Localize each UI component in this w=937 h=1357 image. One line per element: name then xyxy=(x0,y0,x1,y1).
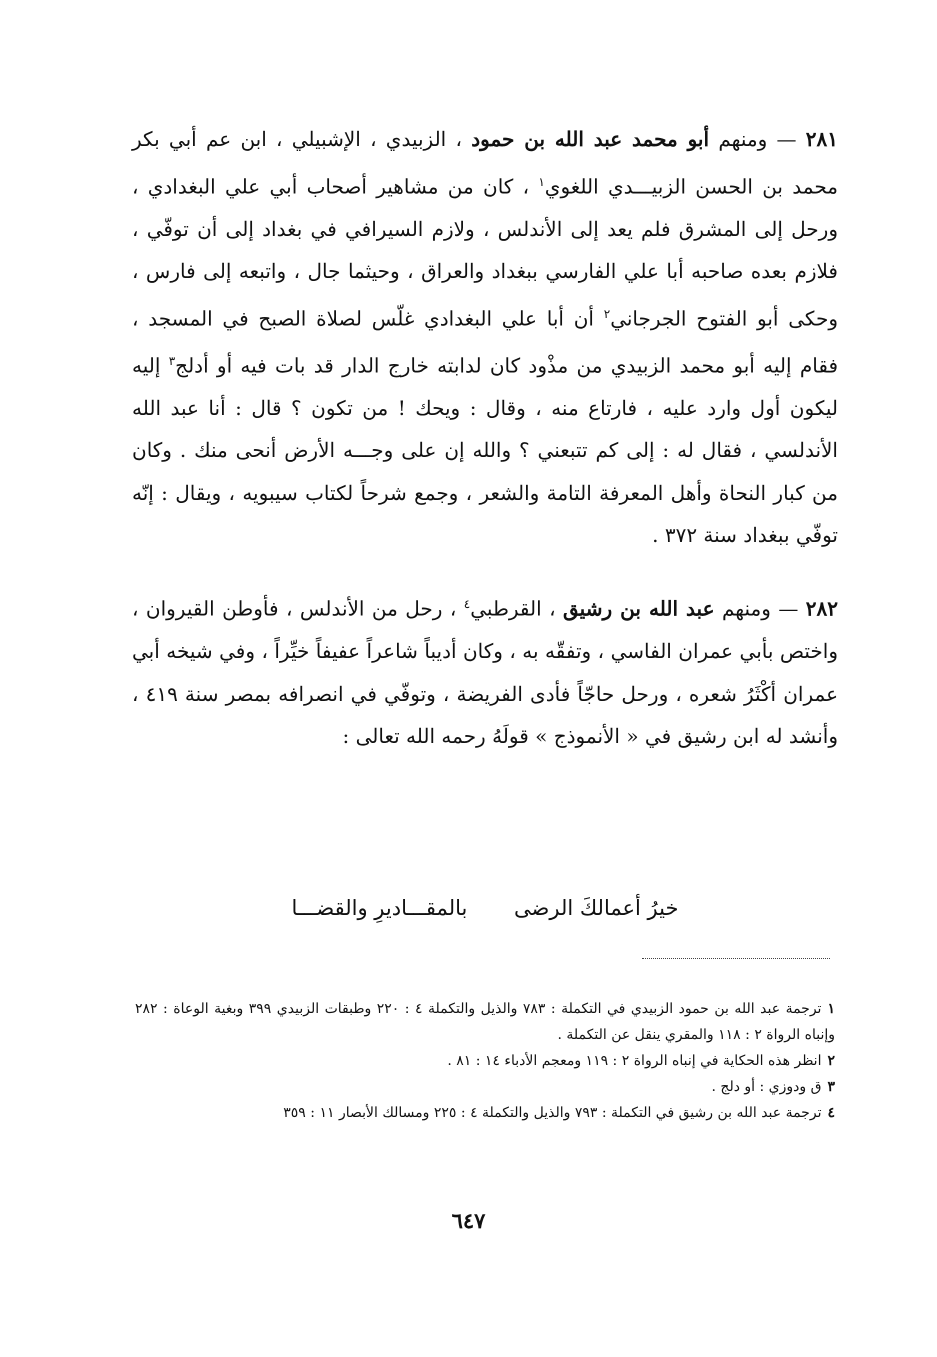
main-text xyxy=(132,118,838,758)
footnote-text: انظر هذه الحكاية في إنباه الرواة ٢ : ١١٩ ومعجم الأدباء ١٤ : ٨١ . xyxy=(447,1053,822,1069)
footnote-text: ترجمة عبد الله بن رشيق في التكملة : ٧٩٣ والذيل والتكملة ٤ : ٢٢٥ ومسالك الأبصار ١١ : ٣٥٩ xyxy=(283,1105,822,1121)
footnote-text: ترجمة عبد الله بن حمود الزبيدي في التكملة : ٧٨٣ والذيل والتكملة ٤ : ٢٢٠ وطبقات الزبيدي ٣٩٩ وبغية الوعاة : ٢٨٢ وإنباه الرواة ٢ : ١١٨ والمقري ينقل عن التكملة . xyxy=(135,1001,835,1043)
entry-body: أن أبا علي البغدادي غلّس لصلاة الصبح في المسجد ، فقام إليه أبو محمد الزبيدي من مذْود كان لدابته خارج الدار قد بات فيه أو أدلج xyxy=(132,306,838,378)
footnotes xyxy=(135,996,835,1126)
footnote xyxy=(135,1074,835,1100)
footnote xyxy=(135,996,835,1048)
entry-body: ، رحل من الأندلس ، فأوطن القيروان ، واختص بأبي عمران الفاسي ، وتفقّه به ، وكان أديباً شاعراً عفيفاً خيِّراً ، وفي شيخه أبي عمران أكْثَرُ شعره ، ورحل حاجّاً فأدى الفريضة ، وتوفّي في انصرافه بمصر سنة ٤١٩ ، وأنشد له ابن رشيق في « الأنموذج » قولَهُ رحمه الله تعالى : xyxy=(132,596,839,749)
entry-lead: — ومنهم xyxy=(714,596,806,621)
verse-hemistich-second: بالمقـــاديرِ والقضـــا xyxy=(291,896,468,920)
footnote-separator xyxy=(642,958,830,959)
footnote-number: ٤ xyxy=(827,1105,835,1121)
poem-verse xyxy=(132,888,838,928)
entry-282 xyxy=(132,583,838,758)
entry-body: ، كان من مشاهير أصحاب أبي علي البغدادي ، ورحل إلى المشرق فلم يعد إلى الأندلس ، ولازم السيرافي في بغداد إلى أن توفّي ، فلازم بعده صاحبه أبا علي الفارسي ببغداد والعراق ، وحيثما جال ، واتبعه إلى فارس ، وحكى أبو الفتوح الجرجاني xyxy=(132,174,838,331)
footnote-ref: ١ xyxy=(538,174,545,189)
page-number: ٦٤٧ xyxy=(451,1208,486,1233)
entry-body: ، الزبيدي ، الإشبيلي ، ابن عم أبي بكر محمد بن الحسن الزبيـــدي اللغوي xyxy=(132,127,838,199)
entry-number: ٢٨١ xyxy=(805,127,838,151)
footnote-number: ١ xyxy=(827,1001,835,1017)
footnote-number: ٢ xyxy=(827,1053,835,1069)
entry-body: إليه ليكون أول وارد عليه ، فارتاع منه ، وقال : ويحك ! من تكون ؟ قال : أنا عبد الله الأندلسي ، فقال له : إلى كم تتبعني ؟ والله إن على وجـــه الأرض أنحى منك . وكان من كبار النحاة وأهل المعرفة التامة والشعر ، وجمع شرحاً لكتاب سيبويه ، ويقال : إنّه توفّي ببغداد سنة ٣٧٢ . xyxy=(132,353,838,548)
entry-body: ، القرطبي xyxy=(470,596,563,621)
footnote-number: ٣ xyxy=(827,1079,835,1095)
entry-number: ٢٨٢ xyxy=(805,596,838,621)
entry-name: عبد الله بن رشيق xyxy=(563,596,715,621)
entry-lead: — ومنهم xyxy=(709,127,806,151)
footnote-text: ق ودوزي : أو دلج . xyxy=(711,1079,822,1095)
footnote-ref: ٣ xyxy=(168,353,176,368)
footnote xyxy=(135,1048,835,1074)
footnote-ref: ٤ xyxy=(463,596,471,611)
entry-281 xyxy=(132,118,838,557)
footnote xyxy=(135,1100,835,1126)
verse-hemistich-first: خيرُ أعمالكَ الرضى xyxy=(514,896,679,920)
entry-name: أبو محمد عبد الله بن حمود xyxy=(471,127,710,151)
footnote-ref: ٢ xyxy=(603,306,611,321)
